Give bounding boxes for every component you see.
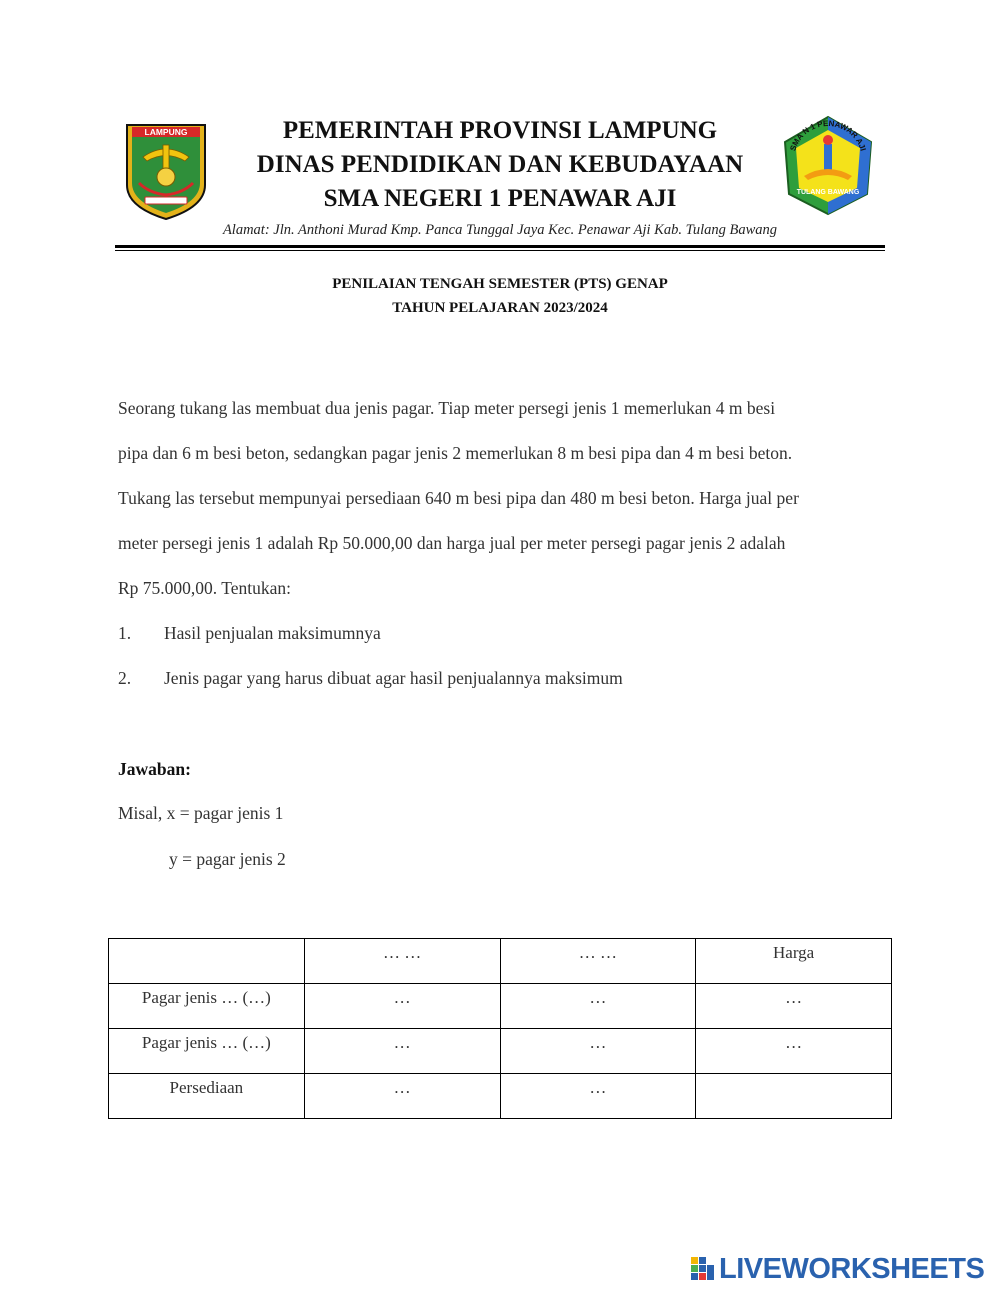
- table-cell-header-price: Harga: [696, 939, 892, 984]
- let-x-line: Misal, x = pagar jenis 1: [118, 803, 284, 823]
- liveworksheets-brand-text: LIVEWORKSHEETS: [719, 1252, 985, 1285]
- header-rule-thin: [115, 250, 885, 251]
- table-cell-header-blank: [109, 939, 305, 984]
- problem-line-5: Rp 75.000,00. Tentukan:: [118, 578, 291, 598]
- table-cell-blank[interactable]: …: [500, 1074, 696, 1119]
- table-cell-empty: [696, 1074, 892, 1119]
- table-cell-blank[interactable]: …: [500, 984, 696, 1029]
- table-cell-blank[interactable]: …: [696, 984, 892, 1029]
- problem-line-3: Tukang las tersebut mempunyai persediaan 640 m besi pipa dan 480 m besi beton. Harga jual per: [118, 488, 799, 508]
- table-row: [109, 939, 892, 984]
- table-cell-blank[interactable]: …: [304, 1029, 500, 1074]
- problem-line-2: pipa dan 6 m besi beton, sedangkan pagar jenis 2 memerlukan 8 m besi pipa dan 4 m besi beton.: [118, 443, 793, 463]
- table-row: [109, 1029, 892, 1074]
- table-cell-fence-label[interactable]: Pagar jenis … (…): [109, 984, 305, 1029]
- problem-line-4: meter persegi jenis 1 adalah Rp 50.000,00 dan harga jual per meter persegi pagar jenis 2 adalah: [118, 533, 786, 553]
- header-line-1: PEMERINTAH PROVINSI LAMPUNG: [282, 117, 718, 144]
- question-2-text: Jenis pagar yang harus dibuat agar hasil penjualannya maksimum: [164, 668, 623, 688]
- liveworksheets-brand[interactable]: [690, 1253, 984, 1285]
- let-y-line: y = pagar jenis 2: [169, 849, 286, 869]
- question-1-text: Hasil penjualan maksimumnya: [164, 623, 381, 643]
- table-cell-blank[interactable]: …: [500, 1029, 696, 1074]
- table-cell-fence-label[interactable]: Pagar jenis … (…): [109, 1029, 305, 1074]
- header-line-3: SMA NEGERI 1 PENAWAR AJI: [323, 185, 677, 212]
- table-row: [109, 984, 892, 1029]
- problem-line-1: Seorang tukang las membuat dua jenis pagar. Tiap meter persegi jenis 1 memerlukan 4 m besi: [118, 398, 776, 418]
- table-cell-supply-label: Persediaan: [109, 1074, 305, 1119]
- exam-title: PENILAIAN TENGAH SEMESTER (PTS) GENAP: [332, 276, 668, 292]
- exam-year: TAHUN PELAJARAN 2023/2024: [392, 300, 608, 316]
- lampung-logo-label: LAMPUNG: [144, 127, 188, 137]
- question-1-number: 1.: [118, 623, 132, 643]
- table-row: [109, 1074, 892, 1119]
- table-cell-blank[interactable]: …: [696, 1029, 892, 1074]
- header-rule-thick: [115, 245, 885, 248]
- answer-heading: Jawaban:: [118, 759, 191, 779]
- header-line-2: DINAS PENDIDIKAN DAN KEBUDAYAAN: [256, 151, 744, 178]
- question-2-number: 2.: [118, 668, 132, 688]
- school-logo-ring-text: SMA N 1 PENAWAR AJI: [788, 118, 868, 153]
- answer-table: [108, 938, 892, 1119]
- liveworksheets-logo-icon: [690, 1256, 716, 1282]
- table-cell-blank[interactable]: …: [304, 1074, 500, 1119]
- table-cell-header-blank-1[interactable]: … …: [304, 939, 500, 984]
- school-address: Alamat: Jln. Anthoni Murad Kmp. Panca Tunggal Jaya Kec. Penawar Aji Kab. Tulang Bawang: [222, 222, 778, 238]
- table-cell-header-blank-2[interactable]: … …: [500, 939, 696, 984]
- table-cell-blank[interactable]: …: [304, 984, 500, 1029]
- school-logo-bottom-text: TULANG BAWANG: [796, 189, 860, 196]
